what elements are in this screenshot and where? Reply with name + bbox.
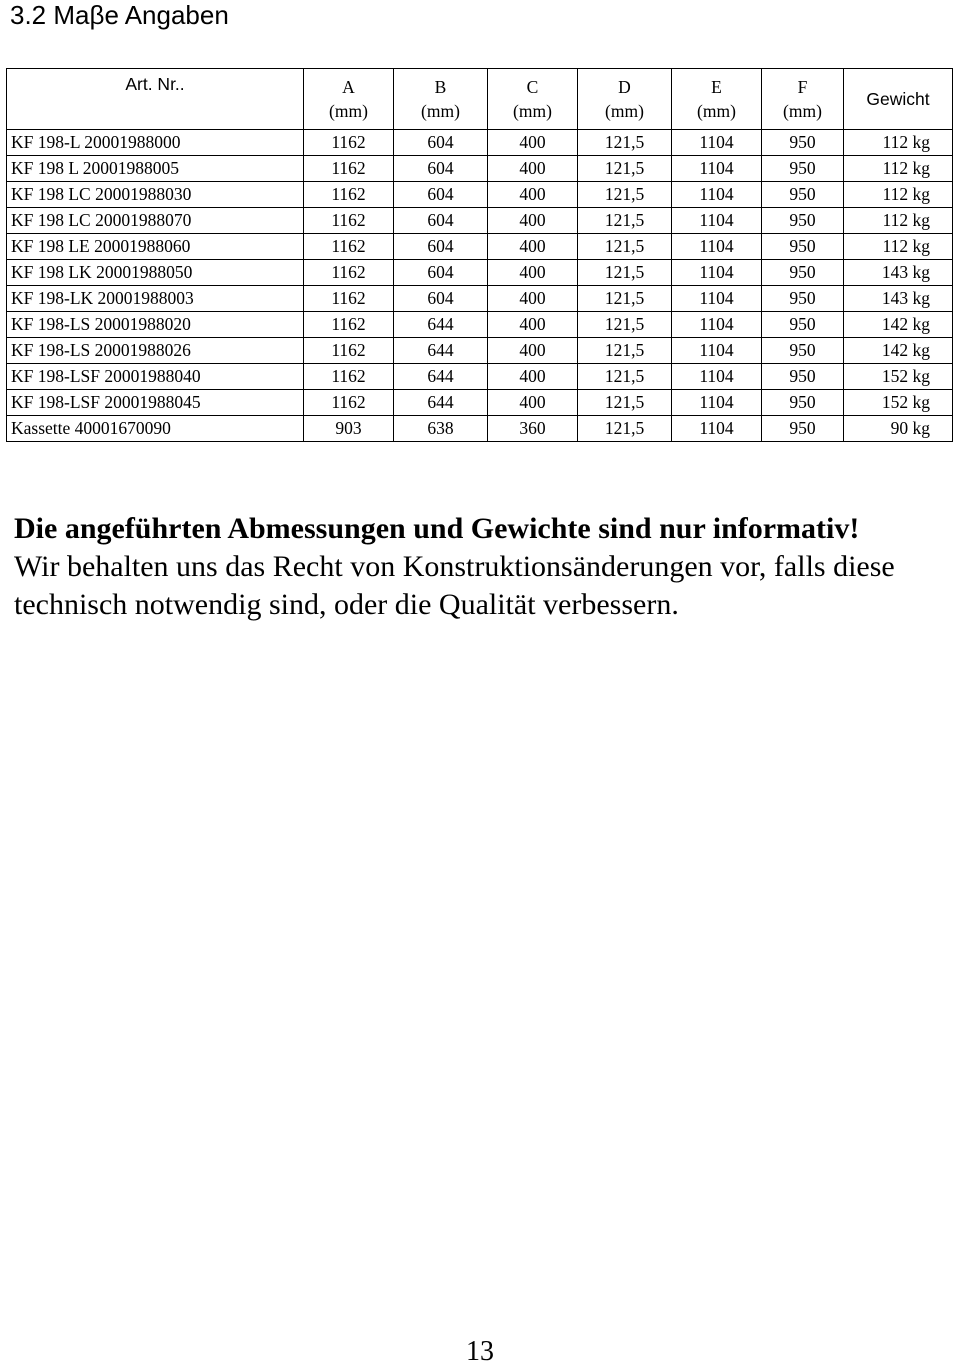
- dimension-cell: 1104: [672, 156, 762, 182]
- table-row: [7, 312, 953, 338]
- weight-cell: 112 kg: [844, 182, 953, 208]
- dimension-cell: 1104: [672, 286, 762, 312]
- column-header: [7, 69, 304, 130]
- column-header-label: B: [434, 77, 447, 97]
- dimension-cell: 604: [394, 156, 488, 182]
- dimension-cell: 903: [304, 416, 394, 442]
- weight-cell: 152 kg: [844, 390, 953, 416]
- dimension-cell: 950: [762, 182, 844, 208]
- dimension-cell: 1162: [304, 312, 394, 338]
- article-number-cell: KF 198-L 20001988000: [7, 130, 304, 156]
- dimension-cell: 1104: [672, 260, 762, 286]
- dimension-cell: 604: [394, 286, 488, 312]
- column-header-unit: (mm): [329, 101, 368, 121]
- article-number-cell: KF 198 LC 20001988030: [7, 182, 304, 208]
- table-row: [7, 260, 953, 286]
- weight-cell: 112 kg: [844, 234, 953, 260]
- dimension-cell: 950: [762, 156, 844, 182]
- article-number-cell: KF 198 LE 20001988060: [7, 234, 304, 260]
- article-number-cell: KF 198-LSF 20001988045: [7, 390, 304, 416]
- column-header-label: Art. Nr..: [125, 74, 185, 94]
- article-number-cell: KF 198-LSF 20001988040: [7, 364, 304, 390]
- article-number-cell: KF 198 LC 20001988070: [7, 208, 304, 234]
- dimension-cell: 644: [394, 312, 488, 338]
- column-header-label: D: [618, 77, 631, 97]
- column-header: [844, 69, 953, 130]
- column-header: [394, 69, 488, 130]
- dimension-cell: 121,5: [578, 130, 672, 156]
- disclaimer-text: Wir behalten uns das Recht von Konstruktionsänderungen vor, falls diese technisch notwendig sind, oder die Qualität verbessern.: [14, 550, 895, 621]
- table-row: [7, 156, 953, 182]
- dimension-cell: 1162: [304, 364, 394, 390]
- dimension-cell: 950: [762, 312, 844, 338]
- article-number-cell: KF 198-LK 20001988003: [7, 286, 304, 312]
- table-body: [7, 130, 953, 442]
- dimension-cell: 121,5: [578, 156, 672, 182]
- article-number-cell: Kassette 40001670090: [7, 416, 304, 442]
- table-row: [7, 182, 953, 208]
- dimension-cell: 1162: [304, 338, 394, 364]
- dimension-cell: 1162: [304, 390, 394, 416]
- dimension-cell: 1104: [672, 234, 762, 260]
- column-header-unit: (mm): [605, 101, 644, 121]
- column-header-unit: (mm): [513, 101, 552, 121]
- weight-cell: 90 kg: [844, 416, 953, 442]
- dimension-cell: 604: [394, 260, 488, 286]
- dimension-cell: 400: [488, 286, 578, 312]
- weight-cell: 112 kg: [844, 130, 953, 156]
- column-header-unit: (mm): [697, 101, 736, 121]
- dimension-cell: 400: [488, 156, 578, 182]
- dimension-cell: 950: [762, 286, 844, 312]
- dimension-cell: 1104: [672, 312, 762, 338]
- dimension-cell: 950: [762, 234, 844, 260]
- table-row: [7, 390, 953, 416]
- dimension-cell: 1104: [672, 416, 762, 442]
- table-row: [7, 208, 953, 234]
- dimension-cell: 644: [394, 364, 488, 390]
- article-number-cell: KF 198 L 20001988005: [7, 156, 304, 182]
- dimensions-table: [6, 68, 953, 442]
- dimension-cell: 400: [488, 364, 578, 390]
- weight-cell: 112 kg: [844, 156, 953, 182]
- dimension-cell: 950: [762, 390, 844, 416]
- dimension-cell: 400: [488, 312, 578, 338]
- column-header: [578, 69, 672, 130]
- weight-cell: 143 kg: [844, 260, 953, 286]
- dimension-cell: 644: [394, 390, 488, 416]
- column-header-label: Gewicht: [866, 89, 930, 109]
- article-number-cell: KF 198-LS 20001988026: [7, 338, 304, 364]
- dimension-cell: 950: [762, 260, 844, 286]
- weight-cell: 142 kg: [844, 312, 953, 338]
- dimension-cell: 638: [394, 416, 488, 442]
- header-row: [7, 69, 953, 130]
- table-row: [7, 130, 953, 156]
- column-header-unit: (mm): [783, 101, 822, 121]
- column-header-label: A: [342, 77, 355, 97]
- table-row: [7, 416, 953, 442]
- dimension-cell: 1162: [304, 130, 394, 156]
- table-header: [7, 69, 953, 130]
- dimension-cell: 121,5: [578, 208, 672, 234]
- dimension-cell: 1162: [304, 208, 394, 234]
- dimension-cell: 950: [762, 130, 844, 156]
- column-header-label: E: [711, 77, 722, 97]
- dimension-cell: 1104: [672, 364, 762, 390]
- article-number-cell: KF 198-LS 20001988020: [7, 312, 304, 338]
- dimension-cell: 1162: [304, 156, 394, 182]
- dimension-cell: 400: [488, 390, 578, 416]
- dimension-cell: 1162: [304, 182, 394, 208]
- disclaimer: [14, 510, 954, 624]
- table-row: [7, 234, 953, 260]
- dimension-cell: 950: [762, 338, 844, 364]
- column-header-label: C: [526, 77, 539, 97]
- column-header: [672, 69, 762, 130]
- dimension-cell: 604: [394, 234, 488, 260]
- column-header-label: F: [797, 77, 808, 97]
- dimension-cell: 604: [394, 130, 488, 156]
- dimension-cell: 644: [394, 338, 488, 364]
- dimension-cell: 121,5: [578, 312, 672, 338]
- article-number-cell: KF 198 LK 20001988050: [7, 260, 304, 286]
- dimension-cell: 121,5: [578, 364, 672, 390]
- dimension-cell: 400: [488, 234, 578, 260]
- table-row: [7, 286, 953, 312]
- dimension-cell: 121,5: [578, 234, 672, 260]
- dimension-cell: 400: [488, 208, 578, 234]
- dimension-cell: 1104: [672, 182, 762, 208]
- dimension-cell: 400: [488, 338, 578, 364]
- column-header-unit: (mm): [421, 101, 460, 121]
- dimension-cell: 121,5: [578, 260, 672, 286]
- column-header: [304, 69, 394, 130]
- dimension-cell: 1162: [304, 234, 394, 260]
- weight-cell: 143 kg: [844, 286, 953, 312]
- weight-cell: 112 kg: [844, 208, 953, 234]
- dimension-cell: 400: [488, 130, 578, 156]
- column-header: [488, 69, 578, 130]
- dimension-cell: 604: [394, 208, 488, 234]
- dimension-cell: 1104: [672, 390, 762, 416]
- dimension-cell: 1104: [672, 208, 762, 234]
- weight-cell: 142 kg: [844, 338, 953, 364]
- dimension-cell: 121,5: [578, 338, 672, 364]
- dimension-cell: 121,5: [578, 416, 672, 442]
- dimension-cell: 1104: [672, 130, 762, 156]
- dimension-cell: 1162: [304, 260, 394, 286]
- dimension-cell: 121,5: [578, 390, 672, 416]
- dimension-cell: 1104: [672, 338, 762, 364]
- weight-cell: 152 kg: [844, 364, 953, 390]
- page-number: 13: [466, 1336, 494, 1367]
- dimension-cell: 1162: [304, 286, 394, 312]
- dimension-cell: 950: [762, 416, 844, 442]
- dimension-cell: 950: [762, 208, 844, 234]
- dimension-cell: 400: [488, 182, 578, 208]
- dimension-cell: 121,5: [578, 182, 672, 208]
- dimension-cell: 121,5: [578, 286, 672, 312]
- table-row: [7, 364, 953, 390]
- table-row: [7, 338, 953, 364]
- dimension-cell: 360: [488, 416, 578, 442]
- dimension-cell: 400: [488, 260, 578, 286]
- column-header: [762, 69, 844, 130]
- dimension-cell: 950: [762, 364, 844, 390]
- section-title: 3.2 Maβe Angaben: [10, 0, 229, 30]
- dimension-cell: 604: [394, 182, 488, 208]
- disclaimer-heading: Die angeführten Abmessungen und Gewichte sind nur informativ!: [14, 512, 860, 545]
